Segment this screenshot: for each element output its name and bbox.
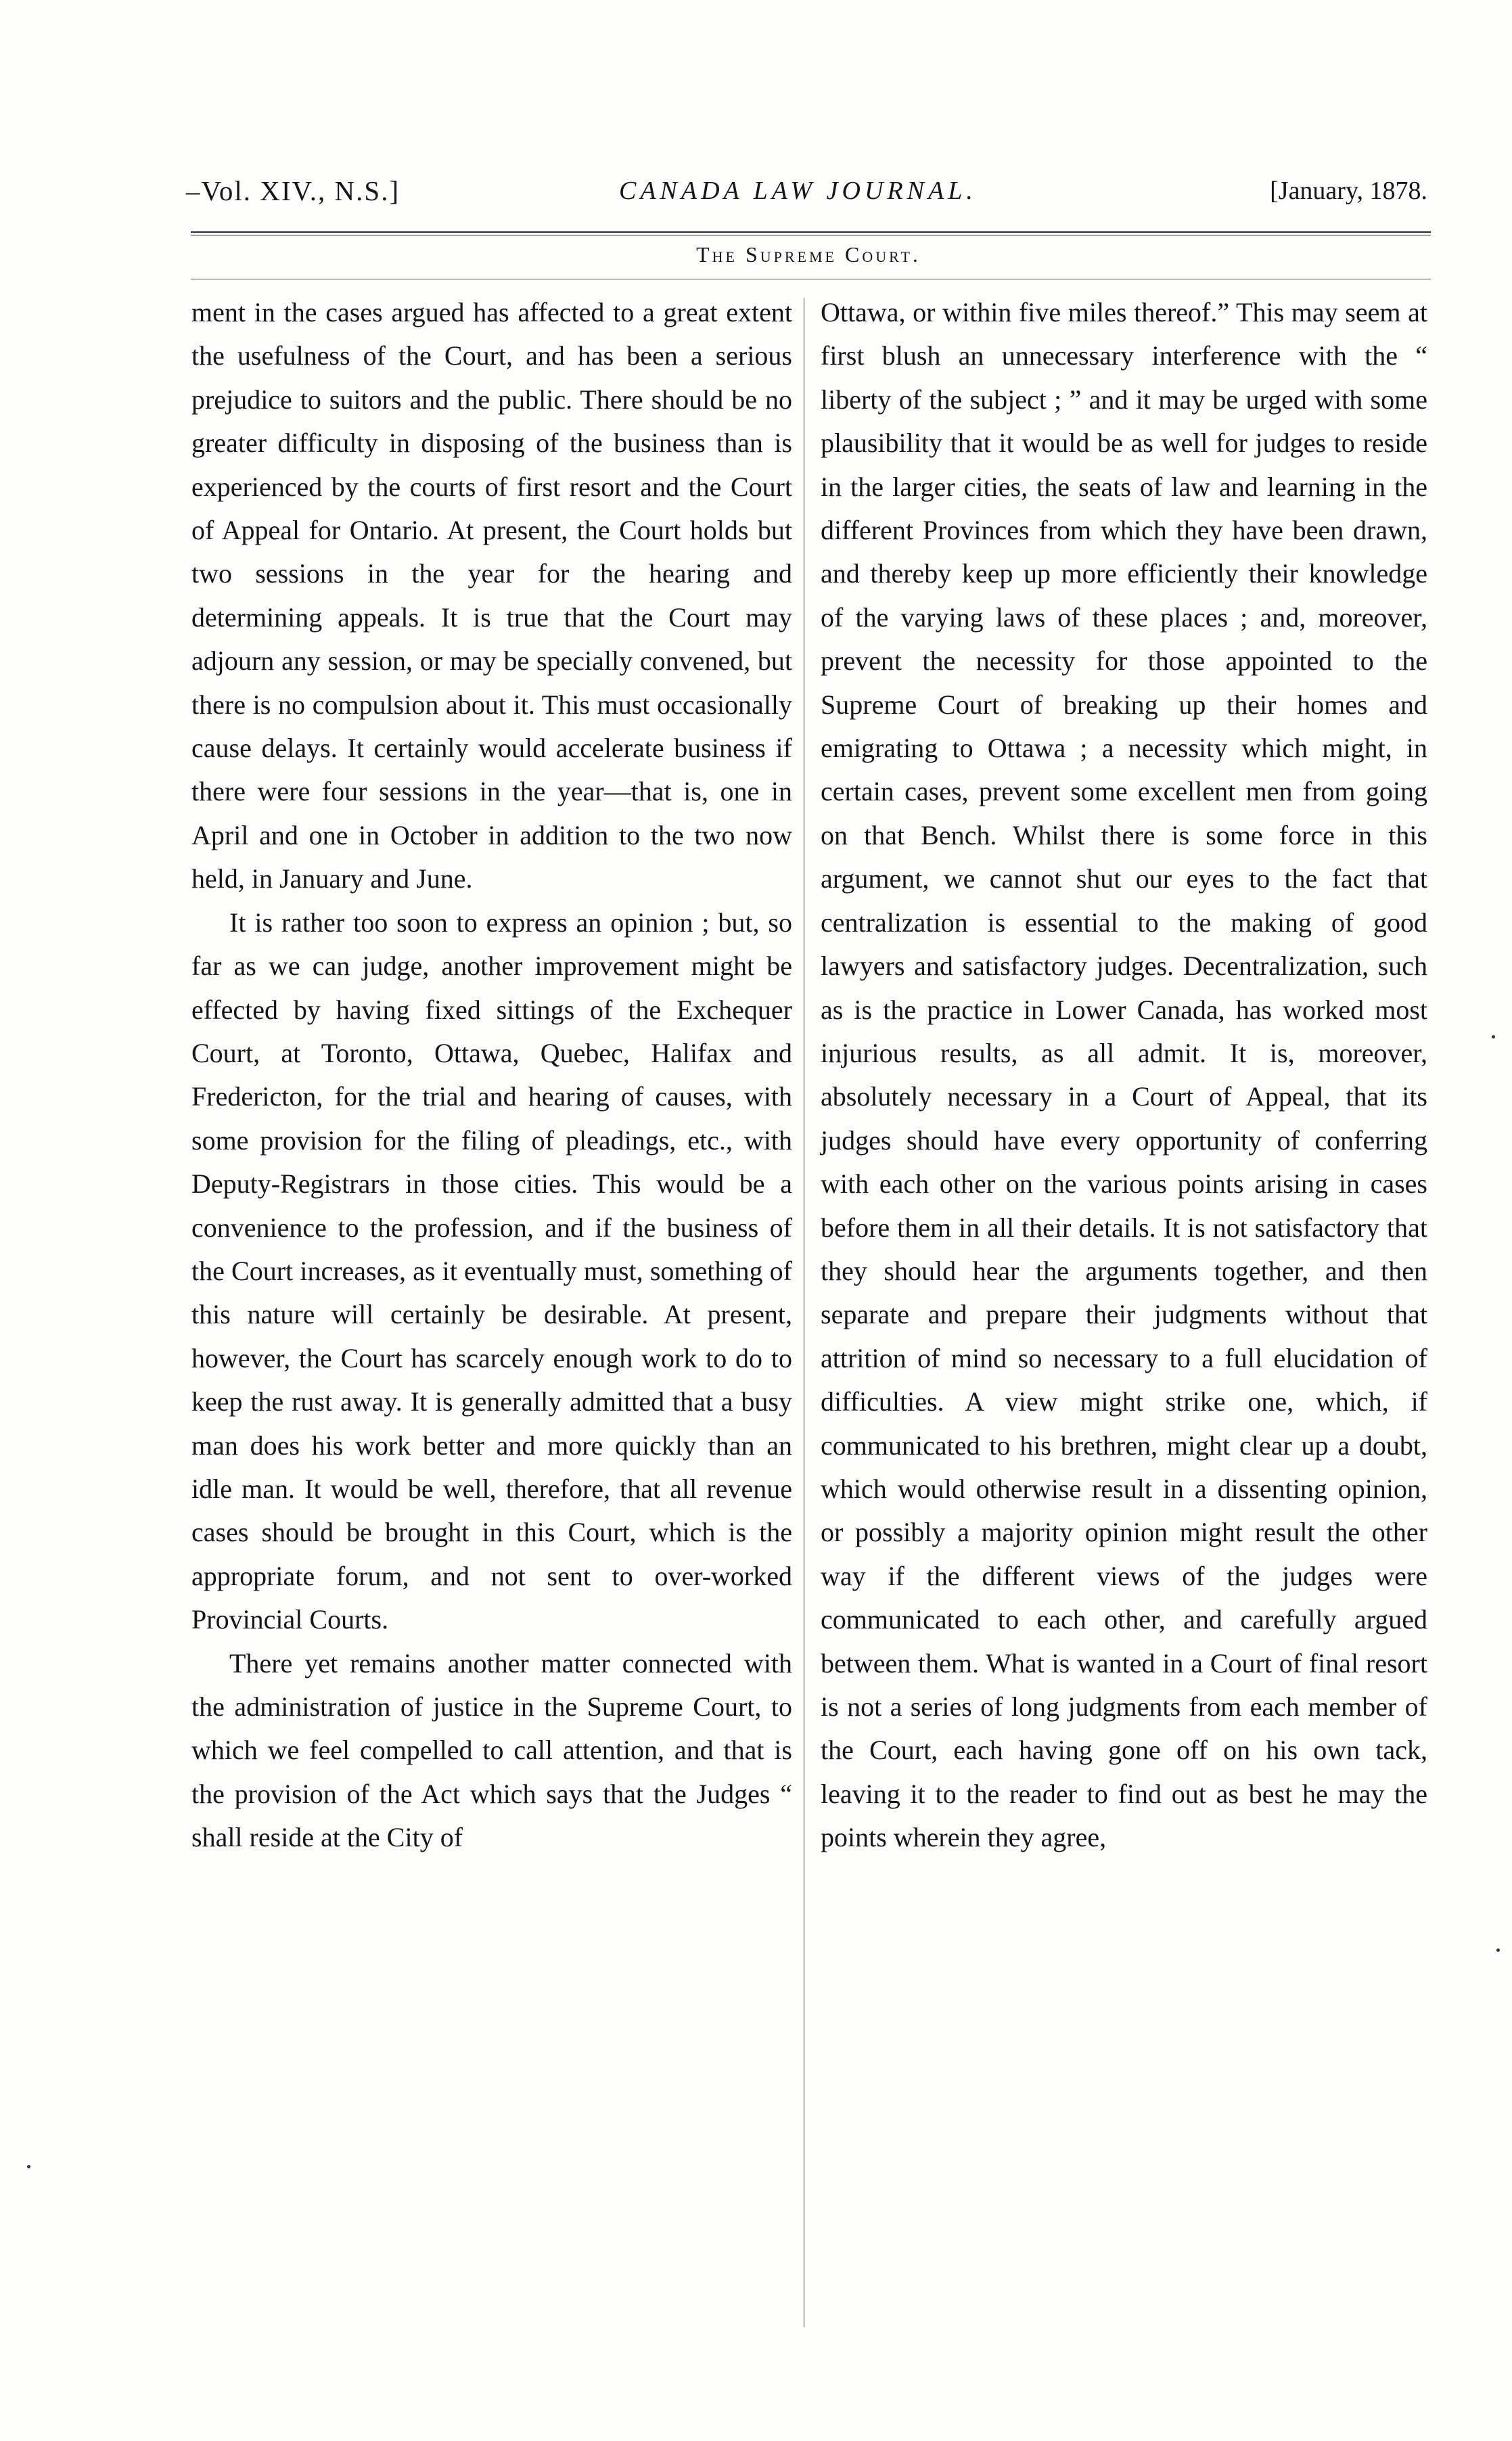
header-rule [191,231,1431,235]
margin-speck [1496,1948,1500,1952]
left-paragraph-3: There yet remains another matter connected with the administration of justice in the Supreme Court, to which we feel compelled to call attention, and that is the provision of the Act which says that the Judges “ shall reside at the City of [191,1647,792,1853]
margin-speck [1492,1035,1495,1039]
right-column [821,291,1427,2361]
right-paragraph-1: Ottawa, or within five miles thereof.” This may seem at first blush an unnecessary interference with the “ liberty of the subject ; ” and it may be urged with some plausibility that it would be as well for judges to reside in the larger cities, the seats of law and learning in the different Provinces from which they have been drawn, and thereby keep up more efficiently their knowledge of the varying laws of these places ; and, moreover, prevent the necessity for those appointed to the Supreme Court of breaking up their homes and emigrating to Ottawa ; a necessity which might, in certain cases, prevent some excellent men from going on that Bench. Whilst there is some force in this argument, we cannot shut our eyes to the fact that centralization is essential to the making of good lawyers and satisfactory judges. Decentralization, such as is the practice in Lower Canada, has worked most injurious results, as all admit. It is, moreover, absolutely necessary in a Court of Appeal, that its judges should have every opportunity of conferring with each other on the various points arising in cases before them in all their details. It is not satisfactory that they should hear the arguments together, and then separate and prepare their judgments without that attrition of mind so necessary to a full elucidation of difficulties. A view might strike one, which, if communicated to his brethren, might clear up a doubt, which would otherwise result in a dissenting opinion, or possibly a majority opinion might result the other way if the different views of the judges were communicated to each other, and carefully argued between them. What is wanted in a Court of final resort is not a series of long judgments from each member of the Court, each having gone off on his own tack, leaving it to the reader to find out as best he may the points wherein they agree, [821,297,1427,1853]
issue-date: [January, 1878. [1270,177,1427,205]
volume-label: –Vol. XIV., N.S.] [186,175,400,206]
running-head [186,175,1427,215]
left-column [191,291,792,2361]
margin-speck [27,2165,30,2168]
section-title: The Supreme Court. [696,242,921,267]
left-paragraph-1: ment in the cases argued has affected to a great extent the usefulness of the Court, and has been a serious prejudice to suitors and the public. There should be no greater difficulty in disposing of the business than is experienced by the courts of first resort and the Court of Appeal for Ontario. At present, the Court holds but two sessions in the year for the hearing and determining appeals. It is true that the Court may adjourn any session, or may be specially convened, but there is no compulsion about it. This must occasionally cause delays. It certainly would accelerate business if there were four sessions in the year—that is, one in April and one in October in addition to the two now held, in January and June. [191,297,792,894]
journal-title: CANADA LAW JOURNAL. [619,177,977,205]
left-paragraph-2: It is rather too soon to express an opinion ; but, so far as we can judge, another improvement might be effected by having fixed sittings of the Exchequer Court, at Toronto, Ottawa, Quebec, Halifax and Fredericton, for the trial and hearing of causes, with some provision for the filing of pleadings, etc., with Deputy-Registrars in those cities. This would be a convenience to the profession, and if the business of the Court increases, as it eventually must, something of this nature will certainly be desirable. At present, however, the Court has scarcely enough work to do to keep the rust away. It is generally admitted that a busy man does his work better and more quickly than an idle man. It would be well, therefore, that all revenue cases should be brought in this Court, which is the appropriate forum, and not sent to over-worked Provincial Courts. [191,907,792,1635]
